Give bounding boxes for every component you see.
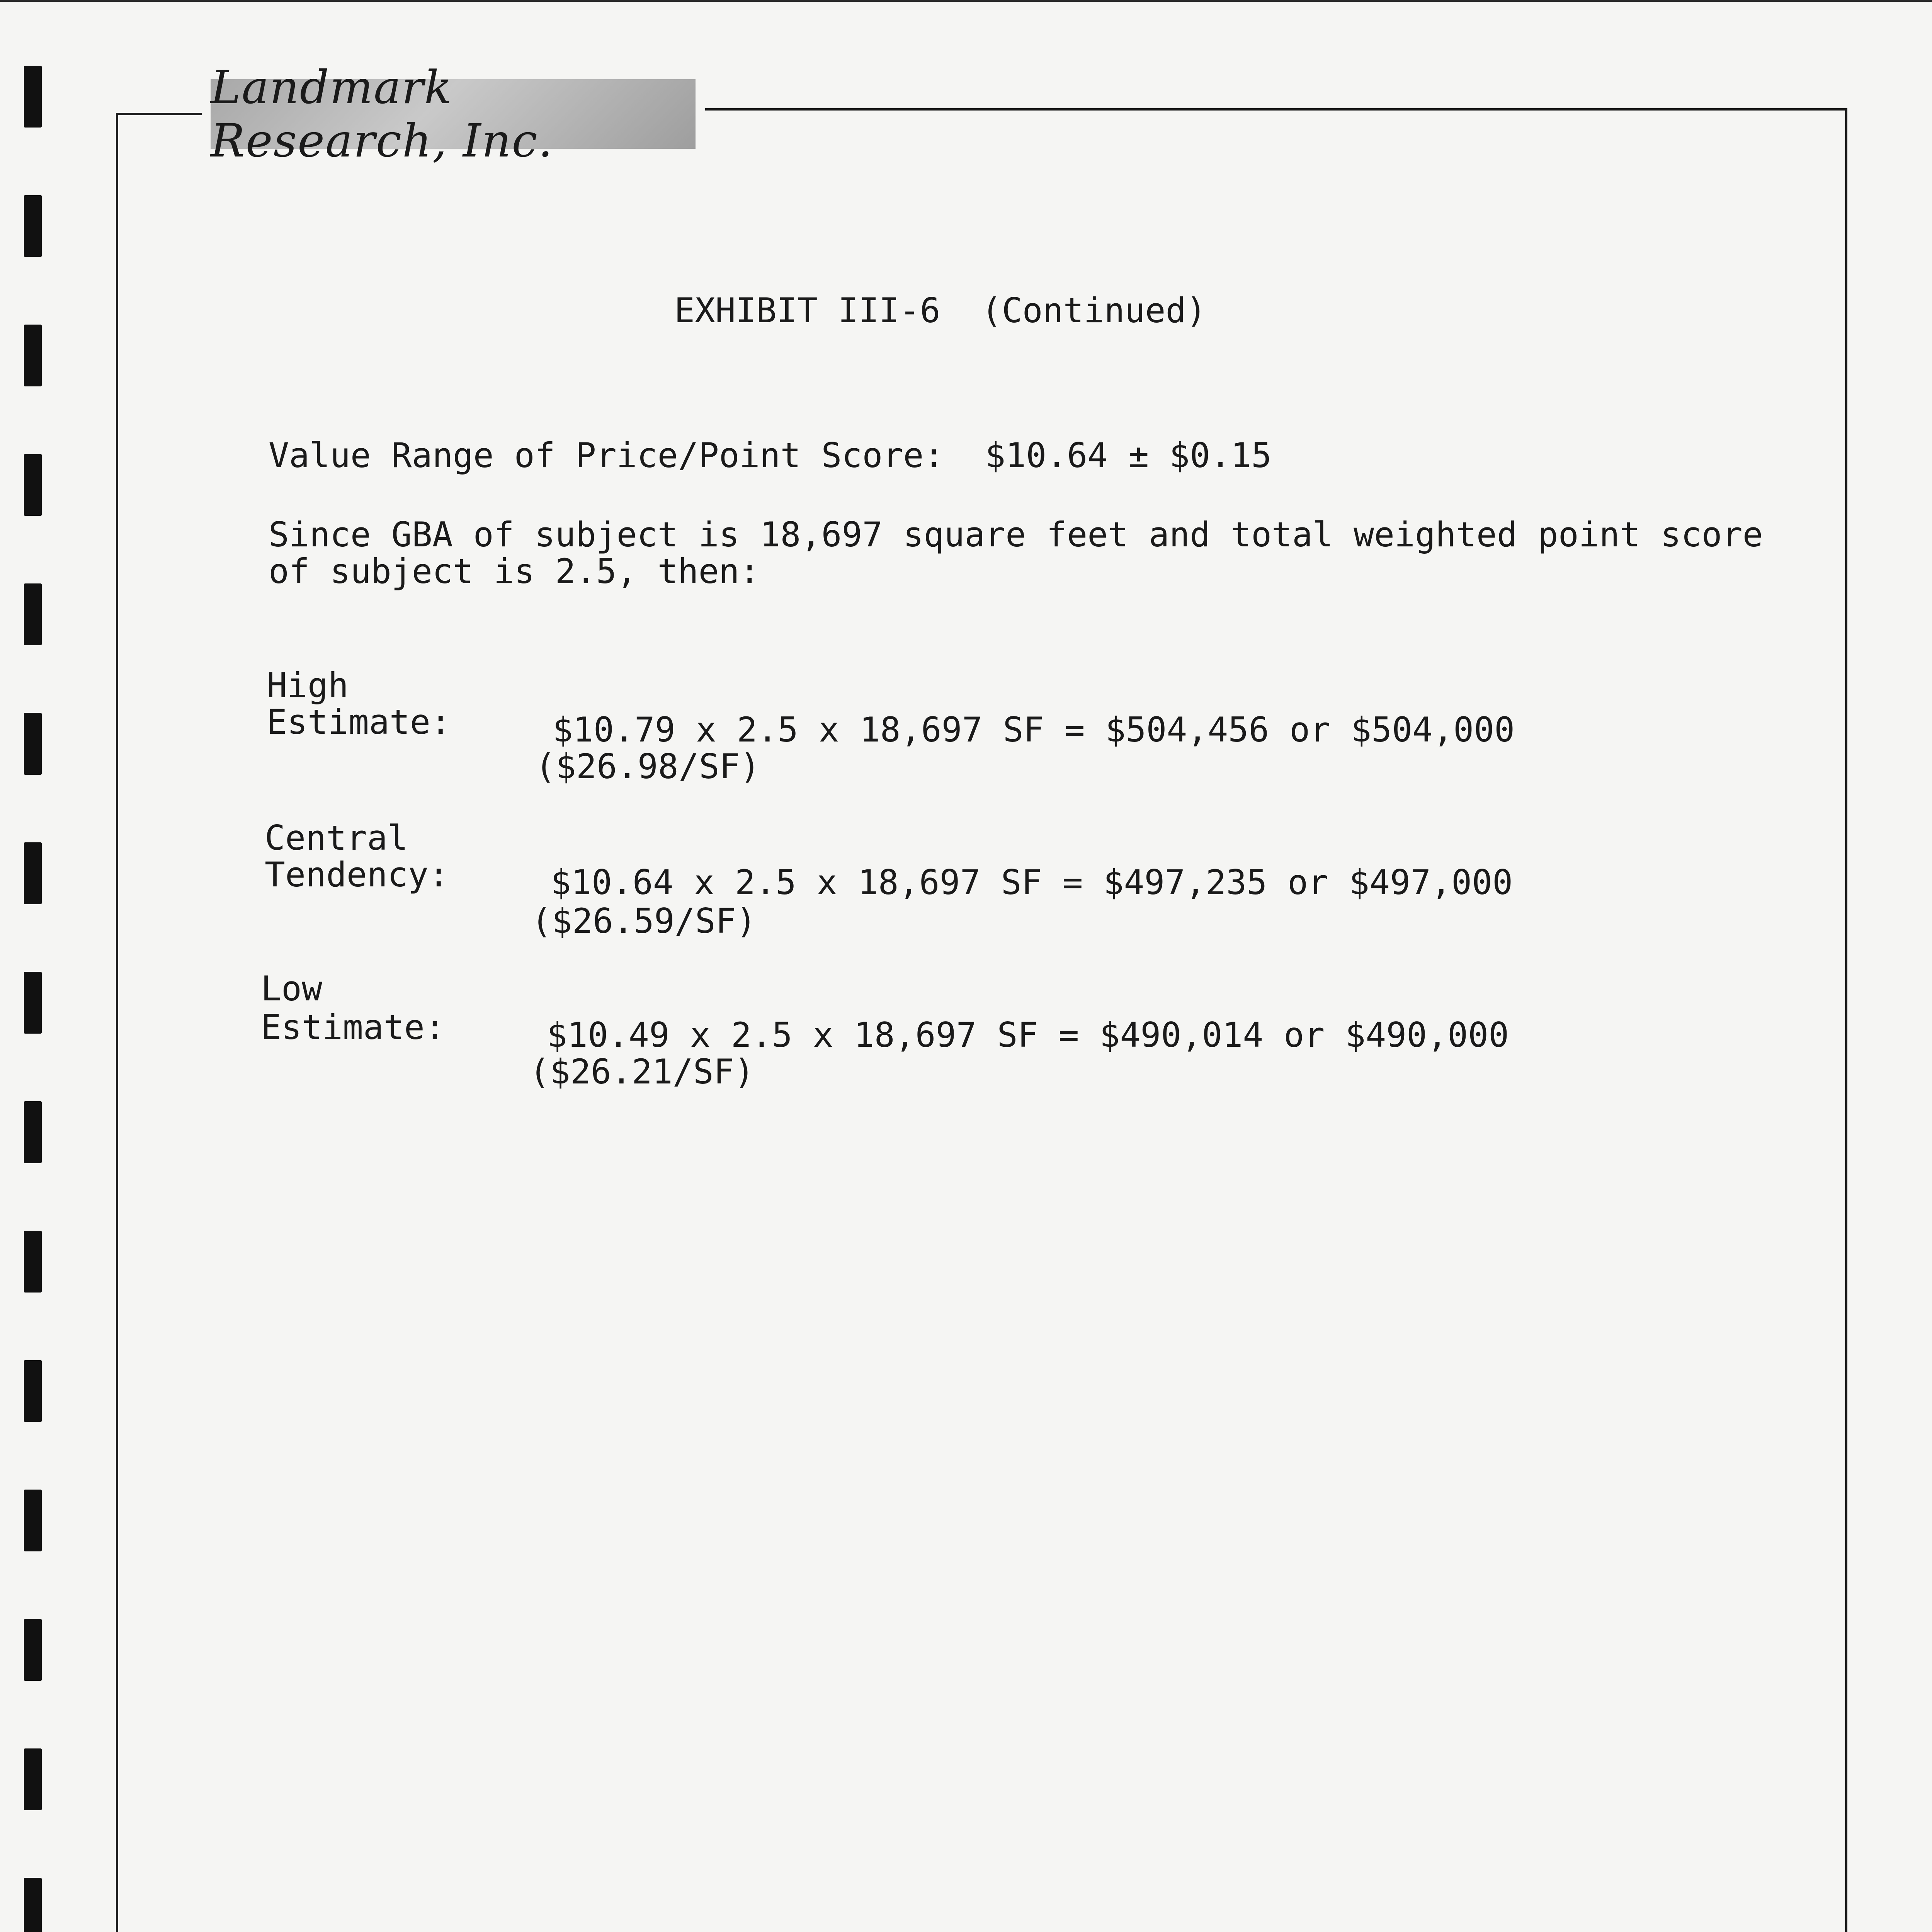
binder-hole [24, 1101, 42, 1163]
frame-top-left [116, 113, 202, 115]
high-estimate-label: High [267, 665, 349, 705]
low-estimate-per-sf: ($26.21/SF) [529, 1052, 755, 1092]
central-tendency-label: Tendency: [265, 855, 449, 895]
binder-hole [24, 1360, 42, 1422]
binder-hole [24, 842, 42, 904]
binder-hole [24, 1878, 42, 1932]
central-tendency-formula: $10.64 x 2.5 x 18,697 SF = $497,235 or $497,000 [551, 862, 1513, 902]
exhibit-title: EXHIBIT III-6 (Continued) [674, 291, 1207, 330]
central-tendency-label: Central [265, 818, 408, 858]
frame-top-right [705, 108, 1847, 111]
binder-hole [24, 1619, 42, 1681]
binder-hole [24, 325, 42, 386]
binder-hole [24, 1748, 42, 1810]
binder-hole [24, 454, 42, 516]
intro-line-1: Since GBA of subject is 18,697 square feet and total weighted point score [269, 515, 1763, 554]
binder-hole [24, 583, 42, 645]
high-estimate-per-sf: ($26.98/SF) [535, 747, 760, 786]
low-estimate-formula: $10.49 x 2.5 x 18,697 SF = $490,014 or $490,000 [547, 1015, 1509, 1055]
company-logo-text: Landmark Research, Inc. [211, 61, 554, 167]
binder-hole [24, 972, 42, 1034]
frame-right [1845, 108, 1847, 1932]
high-estimate-label: Estimate: [267, 702, 451, 742]
intro-line-2: of subject is 2.5, then: [269, 551, 760, 591]
binder-hole [24, 1231, 42, 1293]
high-estimate-formula: $10.79 x 2.5 x 18,697 SF = $504,456 or $504,000 [553, 710, 1515, 750]
low-estimate-label: Estimate: [261, 1007, 445, 1047]
company-logo [211, 61, 696, 167]
binder-hole [24, 1490, 42, 1551]
central-tendency-per-sf: ($26.59/SF) [531, 901, 757, 941]
value-range: Value Range of Price/Point Score: $10.64 ± $0.15 [269, 435, 1272, 475]
low-estimate-label: Low [261, 969, 322, 1009]
binder-hole [24, 66, 42, 128]
page-top-edge [0, 0, 1932, 2]
binder-hole [24, 713, 42, 775]
binder-hole [24, 195, 42, 257]
frame-left [116, 113, 118, 1932]
